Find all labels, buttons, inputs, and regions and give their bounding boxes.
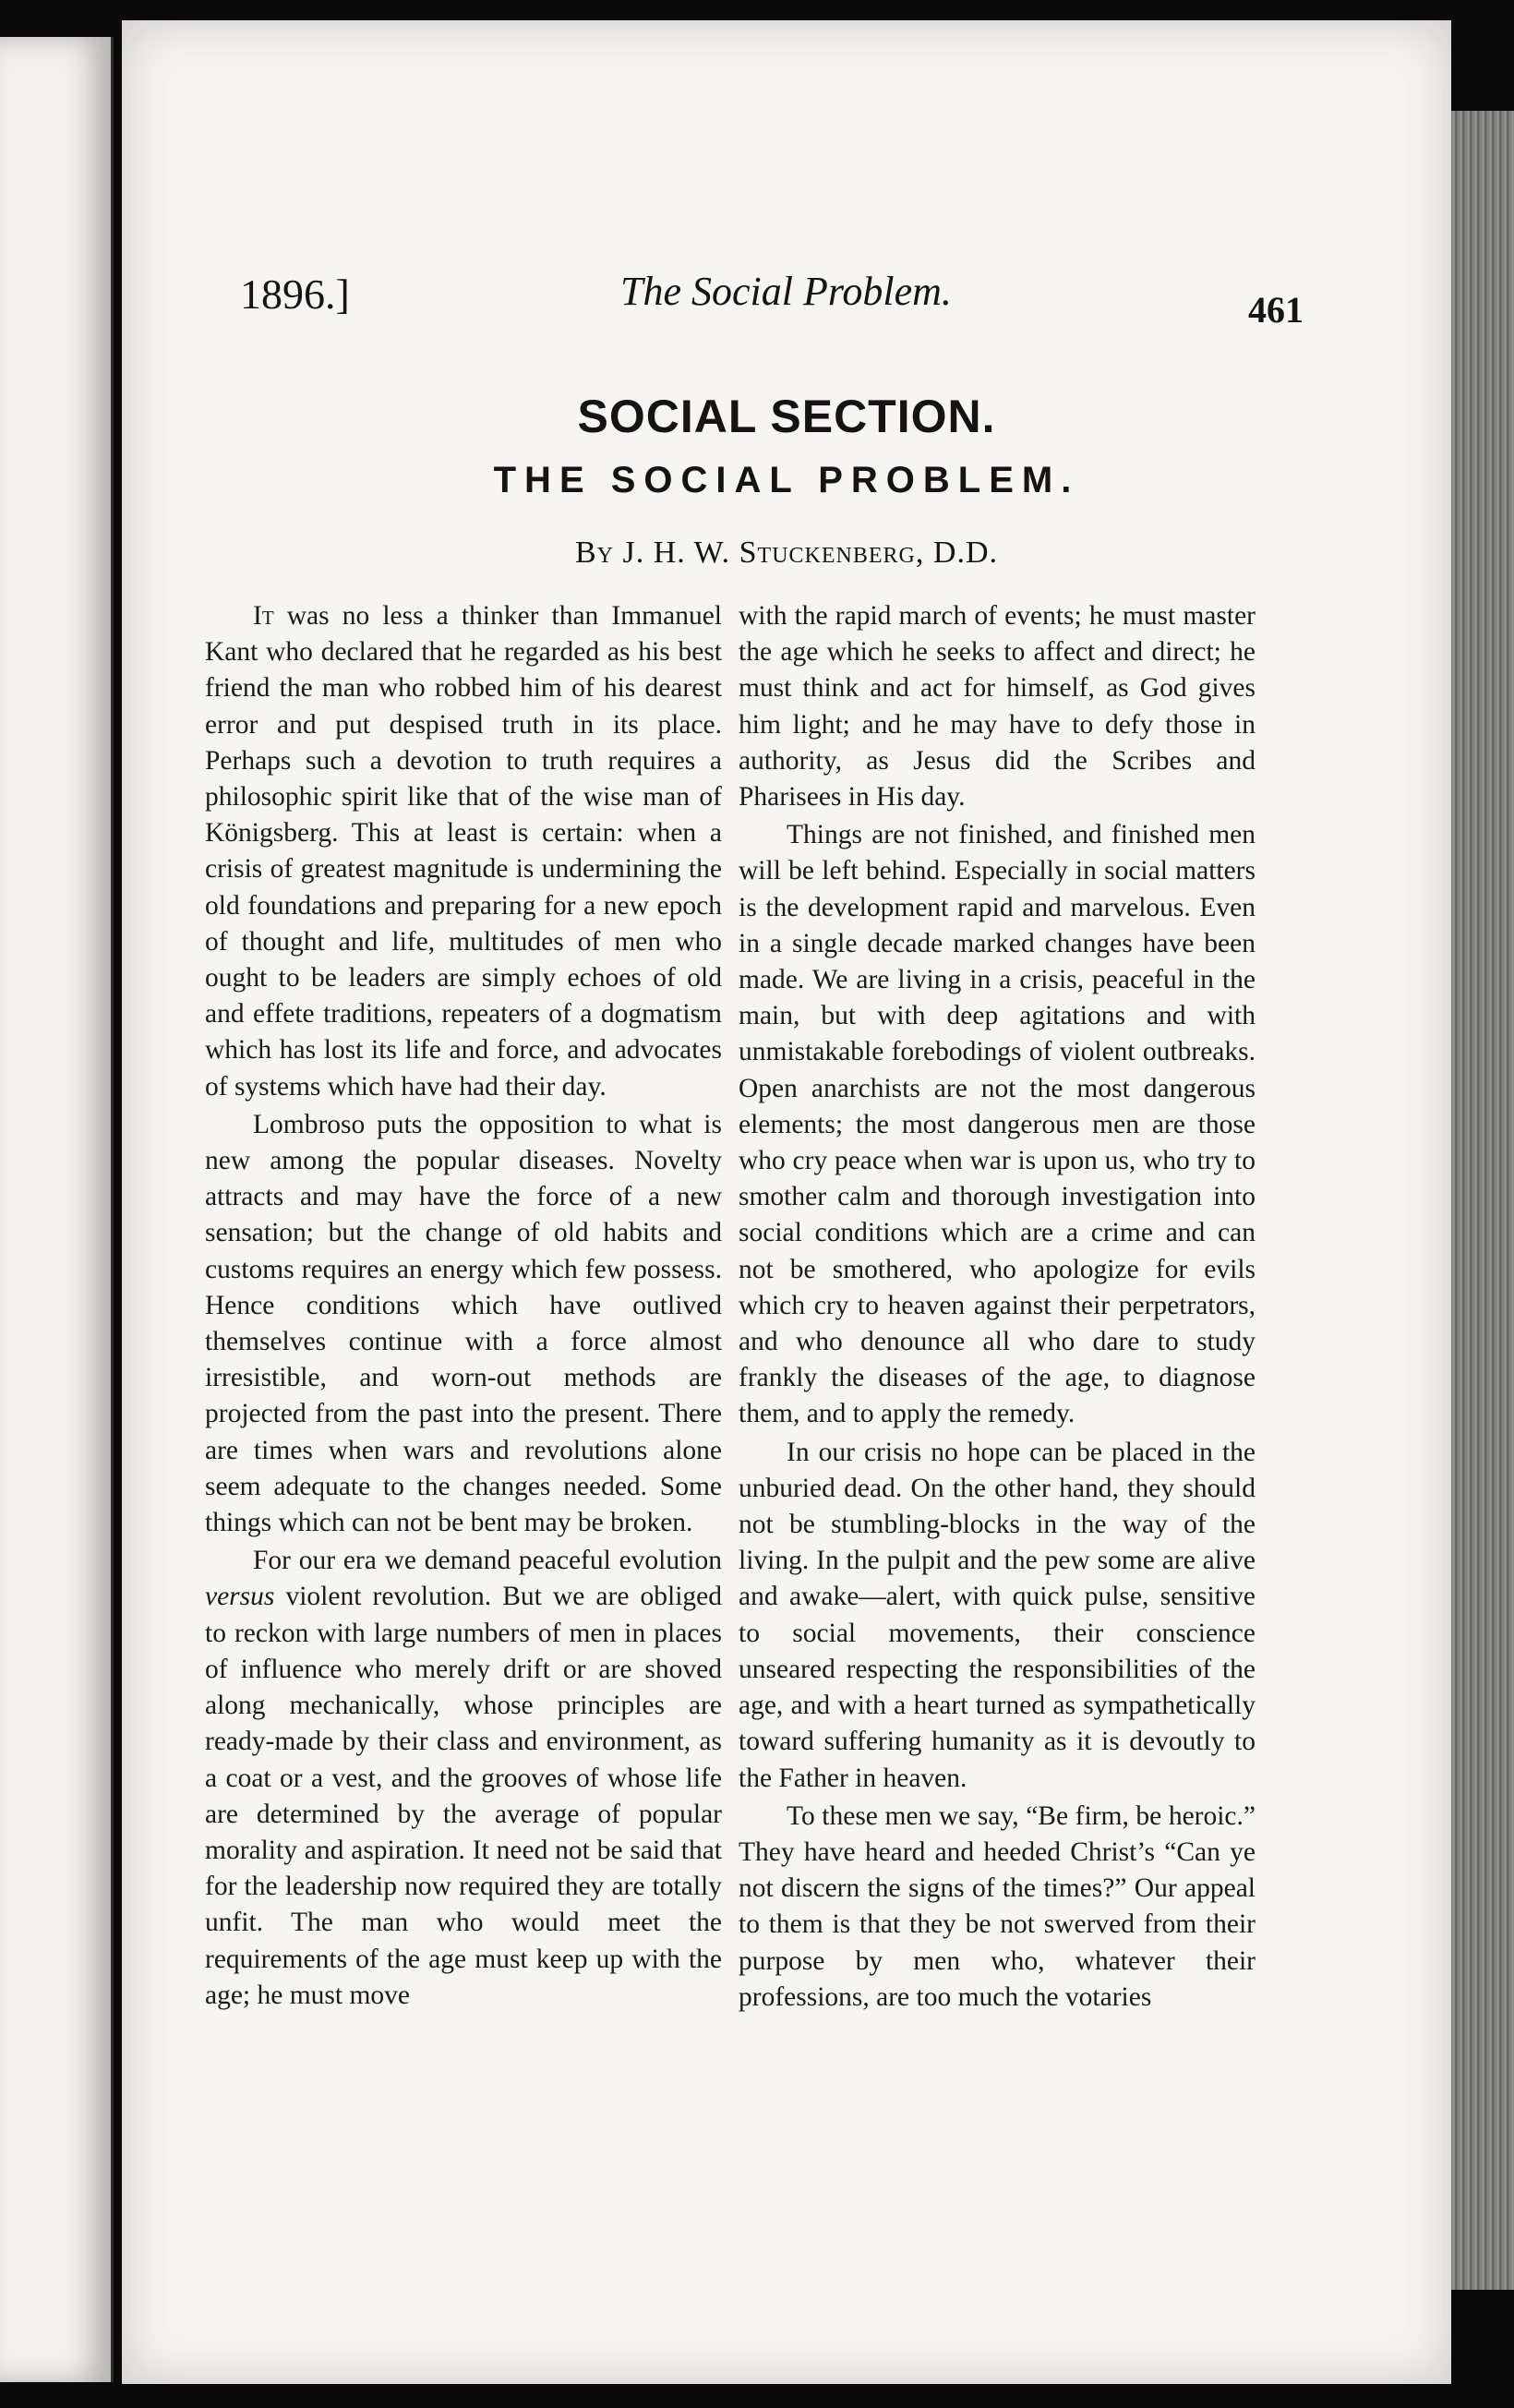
- paragraph: Lombroso puts the opposition to what is new among the popular diseases. Novelty attracts and may have the force of a new sensation; but the change of old habits and customs requires an energy which few possess. Hence conditions which have outlived themselves continue with a force almost irresistible, and worn-out methods are projected from the past into the present. There are times when wars and revolutions alone seem adequate to the changes needed. Some things which can not be bent may be broken.: [205, 1109, 722, 1538]
- book-page: [122, 20, 1451, 2384]
- right-column: [739, 598, 1256, 2017]
- article-title: THE SOCIAL PROBLEM.: [493, 460, 1080, 500]
- header-running-title: The Social Problem.: [620, 269, 952, 314]
- left-column: [205, 598, 722, 2016]
- paragraph: Things are not finished, and finished men will be left behind. Especially in social matters is the development rapid and marvelous. Even in a single decade marked changes have been made. We are living in a crisis, peaceful in the main, but with deep agitations and with unmistakable forebodings of violent outbreaks. Open anarchists are not the most dangerous elements; the most dangerous men are those who cry peace when war is upon us, who try to smother calm and thorough investigation into social conditions which are a crime and can not be smothered, who apologize for evils which cry to heaven against their perpetrators, and who denounce all who dare to study frankly the diseases of the age, to diagnose them, and to apply the remedy.: [739, 820, 1256, 1429]
- paragraph-text: was no less a thinker than Immanuel Kant who declared that he regarded as his best friend the man who robbed him of his dearest error and put despised truth in its place. Perhaps such a devotion to truth requires a philosophic spirit like that of the wise man of Königsberg. This at least is certain: when a crisis of greatest magnitude is undermining the old foundations and preparing for a new epoch of thought and life, multitudes of men who ought to be leaders are simply echoes of old and effete traditions, repeaters of a dogmatism which has lost its life and force, and advocates of systems which have had their day.: [205, 601, 722, 1102]
- page-number: 461: [1248, 289, 1304, 331]
- italic-word: versus: [205, 1582, 275, 1612]
- paragraph: [205, 1543, 722, 2014]
- paragraph: with the rapid march of events; he must master the age which he seeks to affect and direct; he must think and act for himself, as God gives him light; and he may have to defy those in authority, as Jesus did the Scribes and Pharisees in His day.: [739, 601, 1256, 813]
- paragraph: In our crisis no hope can be placed in the unburied dead. On the other hand, they should not be stumbling-blocks in the way of the living. In the pulpit and the pew some are alive and awake—alert, with quick pulse, sensitive to social movements, their conscience unseared respecting the responsibilities of the age, and with a heart turned as sympathetically toward suffering humanity as it is devoutly to the Father in heaven.: [739, 1437, 1256, 1793]
- running-header: [122, 262, 1451, 331]
- page-stack-edge: [1451, 111, 1514, 2290]
- dropword: It: [253, 601, 274, 631]
- paragraph-text: violent revolution. But we are obliged to reckon with large numbers of men in places of influence who merely drift or are shoved along mechanically, whose principles are ready-made by their class and environment, as a coat or a vest, and the grooves of whose life are determined by the average of popular morality and aspiration. It need not be said that for the leadership now required they are totally unfit. The man who would meet the requirements of the age must keep up with the age; he must move: [205, 1582, 722, 2010]
- byline: By J. H. W. Stuckenberg, D.D.: [575, 536, 998, 570]
- previous-page-edge: [0, 37, 114, 2382]
- paragraph: [205, 598, 722, 1105]
- paragraph: To these men we say, “Be firm, be heroic.” They have heard and heeded Christ’s “Can ye not discern the signs of the times?” Our appeal to them is that they be not swerved from their purpose by men who, whatever their professions, are too much the votaries: [739, 1800, 1256, 2012]
- header-year: 1896.]: [240, 271, 350, 318]
- paragraph-text: For our era we demand peaceful evolution: [253, 1546, 722, 1576]
- section-heading: SOCIAL SECTION.: [577, 391, 996, 442]
